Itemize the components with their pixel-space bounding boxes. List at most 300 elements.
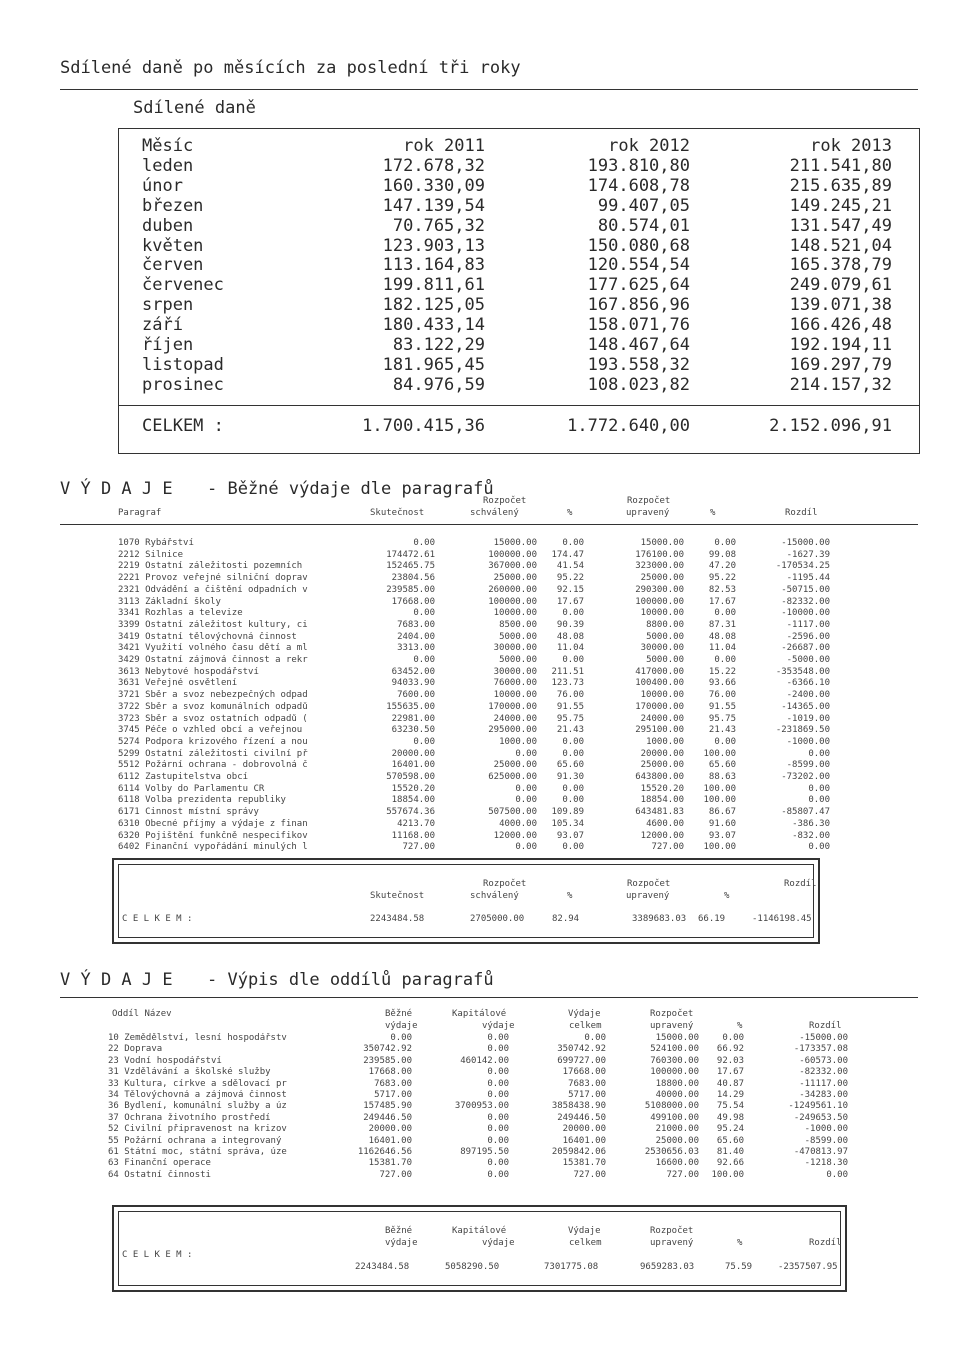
pct-approved: 90.39 — [556, 619, 584, 630]
pct-approved: 109.89 — [551, 807, 584, 818]
expenses-title: - Běžné výdaje dle paragrafů — [207, 479, 494, 499]
section-row — [108, 1101, 848, 1112]
pct: 92.66 — [716, 1158, 744, 1169]
difference: -1249561.10 — [788, 1101, 848, 1112]
pct-approved: 48.08 — [556, 631, 584, 642]
expenses-total-difference: -1146198.45 — [752, 914, 812, 924]
actual: 3313.00 — [397, 643, 435, 654]
adjusted-budget: 25000.00 — [640, 573, 684, 584]
pct-approved: 0.00 — [562, 748, 584, 759]
total-hdr-pct1: % — [567, 891, 573, 901]
month-name: září — [142, 315, 183, 336]
pct: 75.54 — [716, 1101, 744, 1112]
actual: 727.00 — [402, 842, 435, 853]
month-name: duben — [142, 215, 194, 236]
sec-total-hdr-expenses: Výdaje — [568, 1226, 601, 1236]
hdr-actual: Skutečnost — [370, 508, 425, 518]
month-name: červen — [142, 255, 204, 276]
section-name: 64 Ostatní činnosti — [108, 1169, 211, 1180]
pct-approved: 93.07 — [556, 830, 584, 841]
current-expenses: 157485.90 — [363, 1101, 412, 1112]
capital-expenses: 460142.00 — [460, 1055, 509, 1066]
difference: -1195.44 — [786, 573, 830, 584]
expenses-total-label: C E L K E M : — [122, 914, 193, 924]
sec-total-hdr-budget-2: upravený — [650, 1238, 694, 1248]
paragraph-row — [118, 585, 830, 597]
total-expenses: 2059842.06 — [551, 1147, 606, 1158]
approved-budget: 8500.00 — [499, 619, 537, 630]
value-2011: 83.122,29 — [392, 335, 485, 356]
month-row — [142, 336, 892, 356]
total-expenses: 7683.00 — [568, 1078, 606, 1089]
month-row — [142, 296, 892, 316]
value-2013: 192.194,11 — [789, 335, 892, 356]
page-title: Sdílené daně po měsících za poslední tři roky — [60, 58, 521, 78]
paragraph-row — [118, 678, 830, 690]
value-2012: 150.080,68 — [587, 235, 690, 256]
approved-budget: 295000.00 — [488, 725, 537, 736]
pct-approved: 0.00 — [562, 783, 584, 794]
total-expenses: 5717.00 — [568, 1090, 606, 1101]
sec-hdr-pct: % — [737, 1021, 743, 1031]
paragraph-row — [118, 573, 830, 585]
capital-expenses: 0.00 — [487, 1044, 509, 1055]
value-2012: 80.574,01 — [597, 215, 690, 236]
sec-total-hdr-difference: Rozdíl — [809, 1238, 842, 1248]
value-2011: 147.139,54 — [382, 195, 485, 216]
difference: 0.00 — [808, 842, 830, 853]
value-2012: 148.467,64 — [587, 335, 690, 356]
pct-adjusted: 48.08 — [708, 631, 736, 642]
paragraph-name: 3113 Základní školy — [118, 596, 221, 607]
value-2013: 211.541,80 — [789, 155, 892, 176]
total-2013: 2.152.096,91 — [769, 416, 892, 436]
month-row — [142, 237, 892, 257]
value-2011: 84.976,59 — [392, 374, 485, 395]
difference: -11117.00 — [799, 1078, 848, 1089]
sec-total-hdr-current: Běžné — [385, 1226, 413, 1236]
pct-adjusted: 88.63 — [708, 772, 736, 783]
expenses-total-pct2: 66.19 — [698, 914, 726, 924]
actual: 557674.36 — [386, 807, 435, 818]
section-name: 31 Vzdělávání a školské služby — [108, 1067, 271, 1078]
current-expenses: 16401.00 — [368, 1135, 412, 1146]
actual: 16401.00 — [391, 760, 435, 771]
adjusted-budget: 290300.00 — [635, 584, 684, 595]
approved-budget: 0.00 — [515, 783, 537, 794]
actual: 11168.00 — [391, 830, 435, 841]
value-2013: 165.378,79 — [789, 255, 892, 276]
sections-total-label: C E L K E M : — [122, 1250, 193, 1260]
paragraph-name: 6320 Pojištění funkčně nespecifikov — [118, 830, 308, 841]
total-label: CELKEM : — [142, 416, 224, 436]
total-2012: 1.772.640,00 — [567, 416, 690, 436]
adjusted-budget: 727.00 — [666, 1169, 699, 1180]
month-name: březen — [142, 195, 204, 216]
sec-hdr-capital-2: výdaje — [482, 1021, 515, 1031]
current-expenses: 20000.00 — [368, 1124, 412, 1135]
shared-taxes-subtitle: Sdílené daně — [133, 98, 256, 118]
value-2011: 199.811,61 — [382, 275, 485, 296]
sections-total-pct: 75.59 — [725, 1262, 753, 1272]
actual: 18854.00 — [391, 795, 435, 806]
paragraph-row — [118, 538, 830, 550]
capital-expenses: 0.00 — [487, 1169, 509, 1180]
paragraph-row — [118, 784, 830, 796]
actual: 7683.00 — [397, 619, 435, 630]
pct-adjusted: 11.04 — [708, 643, 736, 654]
value-2013: 215.635,89 — [789, 175, 892, 196]
value-2013: 149.245,21 — [789, 195, 892, 216]
month-row — [142, 256, 892, 276]
section-row — [108, 1056, 848, 1067]
actual: 94033.90 — [391, 678, 435, 689]
difference: -249653.50 — [793, 1112, 848, 1123]
pct-approved: 11.04 — [556, 643, 584, 654]
actual: 17668.00 — [391, 596, 435, 607]
adjusted-budget: 643481.83 — [635, 807, 684, 818]
difference: -1019.00 — [786, 713, 830, 724]
sections-total-budget: 9659283.03 — [640, 1262, 695, 1272]
capital-expenses: 897195.50 — [460, 1147, 509, 1158]
value-2013: 169.297,79 — [789, 354, 892, 375]
pct-adjusted: 93.66 — [708, 678, 736, 689]
approved-budget: 260000.00 — [488, 584, 537, 595]
sections-table — [108, 1033, 848, 1181]
adjusted-budget: 15520.20 — [640, 783, 684, 794]
paragraph-name: 5512 Požární ochrana - dobrovolná č — [118, 760, 308, 771]
total-expenses: 727.00 — [573, 1169, 606, 1180]
paragraph-row — [118, 831, 830, 843]
adjusted-budget: 10000.00 — [640, 608, 684, 619]
paragraph-name: 6402 Finanční vypořádání minulých l — [118, 842, 308, 853]
difference: -470813.97 — [793, 1147, 848, 1158]
approved-budget: 100000.00 — [488, 549, 537, 560]
value-2012: 193.558,32 — [587, 354, 690, 375]
current-expenses: 1162646.56 — [357, 1147, 412, 1158]
hdr-adjusted: upravený — [626, 508, 670, 518]
pct-adjusted: 99.08 — [708, 549, 736, 560]
actual: 0.00 — [413, 538, 435, 548]
sections-title: - Výpis dle oddílů paragrafů — [207, 970, 494, 990]
adjusted-budget: 21000.00 — [655, 1124, 699, 1135]
difference: -34283.00 — [799, 1090, 848, 1101]
paragraph-row — [118, 643, 830, 655]
paragraph-row — [118, 807, 830, 819]
sec-hdr-name: Oddíl Název — [112, 1009, 172, 1019]
adjusted-budget: 727.00 — [651, 842, 684, 853]
pct-adjusted: 100.00 — [703, 783, 736, 794]
current-expenses: 17668.00 — [368, 1067, 412, 1078]
section-name: 63 Finanční operace — [108, 1158, 211, 1169]
month-row — [142, 316, 892, 336]
sec-total-hdr-budget: Rozpočet — [650, 1226, 694, 1236]
sec-total-hdr-capital: Kapitálové — [452, 1226, 507, 1236]
value-2011: 160.330,09 — [382, 175, 485, 196]
value-2013: 214.157,32 — [789, 374, 892, 395]
difference: -1627.39 — [786, 549, 830, 560]
section-name: 36 Bydlení, komunální služby a úz — [108, 1101, 287, 1112]
adjusted-budget: 323000.00 — [635, 561, 684, 572]
difference: -82332.00 — [781, 596, 830, 607]
pct-approved: 0.00 — [562, 655, 584, 666]
total-hdr-difference: Rozdíl — [784, 879, 817, 889]
month-name: květen — [142, 235, 204, 256]
value-2013: 249.079,61 — [789, 275, 892, 296]
paragraph-name: 1070 Rybářství — [118, 538, 194, 548]
current-expenses: 5717.00 — [374, 1090, 412, 1101]
section-name: 33 Kultura, církve a sdělovací pr — [108, 1078, 287, 1089]
section-row — [108, 1090, 848, 1101]
paragraph-name: 2321 Odvádění a čištění odpadních v — [118, 584, 308, 595]
section-row — [108, 1158, 848, 1169]
adjusted-budget: 643800.00 — [635, 772, 684, 783]
sec-total-hdr-pct: % — [737, 1238, 743, 1248]
adjusted-budget: 1000.00 — [646, 736, 684, 747]
hdr-budget-approved-top: Rozpočet — [483, 496, 527, 506]
current-expenses: 350742.92 — [363, 1044, 412, 1055]
sec-hdr-expenses-2: celkem — [569, 1021, 602, 1031]
pct-approved: 0.00 — [562, 608, 584, 619]
capital-expenses: 0.00 — [487, 1158, 509, 1169]
difference: -1218.30 — [804, 1158, 848, 1169]
shared-taxes-header-row — [142, 137, 892, 157]
total-2011: 1.700.415,36 — [362, 416, 485, 436]
pct: 0.00 — [722, 1033, 744, 1043]
year-2013-header: rok 2013 — [810, 136, 892, 156]
adjusted-budget: 25000.00 — [640, 760, 684, 771]
pct-adjusted: 17.67 — [708, 596, 736, 607]
capital-expenses: 0.00 — [487, 1112, 509, 1123]
paragraph-row — [118, 608, 830, 620]
pct-approved: 211.51 — [551, 666, 584, 677]
approved-budget: 0.00 — [515, 842, 537, 853]
difference: -8599.00 — [786, 760, 830, 771]
month-name: prosinec — [142, 374, 224, 395]
hdr-paragraph: Paragraf — [118, 508, 162, 518]
adjusted-budget: 16600.00 — [655, 1158, 699, 1169]
paragraph-row — [118, 725, 830, 737]
capital-expenses: 0.00 — [487, 1078, 509, 1089]
sec-hdr-budget-2: upravený — [650, 1021, 694, 1031]
approved-budget: 12000.00 — [493, 830, 537, 841]
pct-adjusted: 91.60 — [708, 818, 736, 829]
paragraph-name: 3722 Sběr a svoz komunálních odpadů — [118, 701, 308, 712]
value-2013: 166.426,48 — [789, 315, 892, 336]
actual: 22981.00 — [391, 713, 435, 724]
expenses-total-approved: 2705000.00 — [470, 914, 525, 924]
adjusted-budget: 295100.00 — [635, 725, 684, 736]
paragraph-name: 2219 Ostatní záležitosti pozemních — [118, 561, 303, 572]
difference: -173357.08 — [793, 1044, 848, 1055]
shared-taxes-total-rule — [119, 405, 919, 406]
adjusted-budget: 15000.00 — [655, 1033, 699, 1043]
difference: 0.00 — [808, 783, 830, 794]
paragraph-row — [118, 819, 830, 831]
shared-taxes-table — [142, 137, 892, 396]
adjusted-budget: 30000.00 — [640, 643, 684, 654]
total-hdr-adjusted: upravený — [626, 891, 670, 901]
paragraph-name: 2221 Provoz veřejné silniční doprav — [118, 573, 308, 584]
year-2012-header: rok 2012 — [608, 136, 690, 156]
paragraph-name: 3745 Péče o vzhled obcí a veřejnou — [118, 725, 303, 736]
approved-budget: 367000.00 — [488, 561, 537, 572]
approved-budget: 0.00 — [515, 795, 537, 806]
paragraph-row — [118, 737, 830, 749]
paragraph-name: 3399 Ostatní záležitost kultury, ci — [118, 619, 308, 630]
expenses-total-actual: 2243484.58 — [370, 914, 425, 924]
actual: 155635.00 — [386, 701, 435, 712]
adjusted-budget: 499100.00 — [650, 1112, 699, 1123]
value-2013: 139.071,38 — [789, 295, 892, 316]
pct-approved: 174.47 — [551, 549, 584, 560]
paragraph-name: 6310 Obecné příjmy a výdaje z finan — [118, 818, 308, 829]
month-header: Měsíc — [142, 136, 194, 156]
adjusted-budget: 24000.00 — [640, 713, 684, 724]
capital-expenses: 0.00 — [487, 1067, 509, 1078]
approved-budget: 1000.00 — [499, 736, 537, 747]
adjusted-budget: 170000.00 — [635, 701, 684, 712]
value-2013: 148.521,04 — [789, 235, 892, 256]
section-row — [108, 1124, 848, 1135]
month-name: leden — [142, 155, 194, 176]
sec-hdr-difference: Rozdíl — [809, 1021, 842, 1031]
difference: 0.00 — [808, 795, 830, 806]
pct-adjusted: 95.22 — [708, 573, 736, 584]
paragraph-row — [118, 749, 830, 761]
pct-approved: 91.55 — [556, 701, 584, 712]
month-row — [142, 217, 892, 237]
actual: 0.00 — [413, 736, 435, 747]
difference: -1000.00 — [786, 736, 830, 747]
total-expenses: 3858438.90 — [551, 1101, 606, 1112]
value-2012: 158.071,76 — [587, 315, 690, 336]
month-name: červenec — [142, 275, 224, 296]
actual: 63452.00 — [391, 666, 435, 677]
pct-adjusted: 47.20 — [708, 561, 736, 572]
pct: 92.03 — [716, 1055, 744, 1066]
sections-label: V Ý D A J E — [60, 970, 173, 990]
month-row — [142, 276, 892, 296]
pct-approved: 95.75 — [556, 713, 584, 724]
approved-budget: 10000.00 — [493, 608, 537, 619]
adjusted-budget: 25000.00 — [655, 1135, 699, 1146]
pct-approved: 0.00 — [562, 736, 584, 747]
section-name: 23 Vodní hospodářství — [108, 1055, 222, 1066]
shared-taxes-total-row — [142, 416, 892, 436]
adjusted-budget: 12000.00 — [640, 830, 684, 841]
hdr-budget-adjusted-top: Rozpočet — [627, 496, 671, 506]
pct-adjusted: 82.53 — [708, 584, 736, 595]
pct-adjusted: 65.60 — [708, 760, 736, 771]
adjusted-budget: 4600.00 — [646, 818, 684, 829]
total-hdr-adjusted-top: Rozpočet — [627, 879, 671, 889]
pct-approved: 105.34 — [551, 818, 584, 829]
adjusted-budget: 40000.00 — [655, 1090, 699, 1101]
actual: 15520.20 — [391, 783, 435, 794]
paragraph-row — [118, 842, 830, 854]
total-expenses: 17668.00 — [562, 1067, 606, 1078]
paragraph-name: 3613 Nebytové hospodářství — [118, 666, 259, 677]
sections-total-difference: -2357507.95 — [778, 1262, 838, 1272]
actual: 7600.00 — [397, 690, 435, 701]
sec-total-hdr-capital-2: výdaje — [482, 1238, 515, 1248]
value-2011: 172.678,32 — [382, 155, 485, 176]
adjusted-budget: 20000.00 — [640, 748, 684, 759]
paragraph-name: 5274 Podpora krizového řízení a nou — [118, 736, 308, 747]
value-2012: 193.810,80 — [587, 155, 690, 176]
total-expenses: 249446.50 — [557, 1112, 606, 1123]
pct-adjusted: 91.55 — [708, 701, 736, 712]
approved-budget: 76000.00 — [493, 678, 537, 689]
pct-approved: 76.00 — [556, 690, 584, 701]
adjusted-budget: 5000.00 — [646, 631, 684, 642]
actual: 23804.56 — [391, 573, 435, 584]
pct: 100.00 — [711, 1169, 744, 1180]
adjusted-budget: 760300.00 — [650, 1055, 699, 1066]
approved-budget: 625000.00 — [488, 772, 537, 783]
month-row — [142, 376, 892, 396]
capital-expenses: 0.00 — [487, 1135, 509, 1146]
section-name: 61 Státní moc, státní správa, úze — [108, 1147, 287, 1158]
total-expenses: 16401.00 — [562, 1135, 606, 1146]
difference: -26687.00 — [781, 643, 830, 654]
sec-hdr-capital: Kapitálové — [452, 1009, 507, 1019]
section-name: 10 Zemědělství, lesní hospodářstv — [108, 1033, 287, 1043]
total-hdr-approved: schválený — [470, 891, 519, 901]
section-name: 22 Doprava — [108, 1044, 163, 1055]
actual: 63230.50 — [391, 725, 435, 736]
total-expenses: 15381.70 — [562, 1158, 606, 1169]
section-row — [108, 1113, 848, 1124]
adjusted-budget: 524100.00 — [650, 1044, 699, 1055]
pct-adjusted: 100.00 — [703, 748, 736, 759]
adjusted-budget: 100000.00 — [635, 596, 684, 607]
difference: -10000.00 — [781, 608, 830, 619]
pct-approved: 123.73 — [551, 678, 584, 689]
pct-approved: 17.67 — [556, 596, 584, 607]
expenses-table — [118, 538, 830, 854]
total-hdr-pct2: % — [724, 891, 730, 901]
paragraph-name: 6171 Činnost místní správy — [118, 807, 259, 818]
paragraph-row — [118, 702, 830, 714]
sections-total-capital: 5058290.50 — [445, 1262, 500, 1272]
current-expenses: 239585.00 — [363, 1055, 412, 1066]
sec-hdr-expenses: Výdaje — [568, 1009, 601, 1019]
current-expenses: 727.00 — [379, 1169, 412, 1180]
value-2011: 182.125,05 — [382, 295, 485, 316]
adjusted-budget: 100000.00 — [650, 1067, 699, 1078]
pct-adjusted: 100.00 — [703, 842, 736, 853]
capital-expenses: 0.00 — [487, 1124, 509, 1135]
paragraph-name: 3421 Využití volného času dětí a ml — [118, 643, 308, 654]
paragraph-row — [118, 620, 830, 632]
paragraph-name: 3723 Sběr a svoz ostatních odpadů ( — [118, 713, 308, 724]
approved-budget: 15000.00 — [493, 538, 537, 548]
total-expenses: 20000.00 — [562, 1124, 606, 1135]
adjusted-budget: 5108000.00 — [644, 1101, 699, 1112]
sec-total-hdr-current-2: výdaje — [385, 1238, 418, 1248]
paragraph-row — [118, 561, 830, 573]
hdr-approved: schválený — [470, 508, 519, 518]
pct-approved: 92.15 — [556, 584, 584, 595]
difference: -50715.00 — [781, 584, 830, 595]
value-2011: 123.903,13 — [382, 235, 485, 256]
paragraph-name: 3341 Rozhlas a televize — [118, 608, 243, 619]
total-expenses: 350742.92 — [557, 1044, 606, 1055]
section-row — [108, 1033, 848, 1044]
actual: 174472.61 — [386, 549, 435, 560]
